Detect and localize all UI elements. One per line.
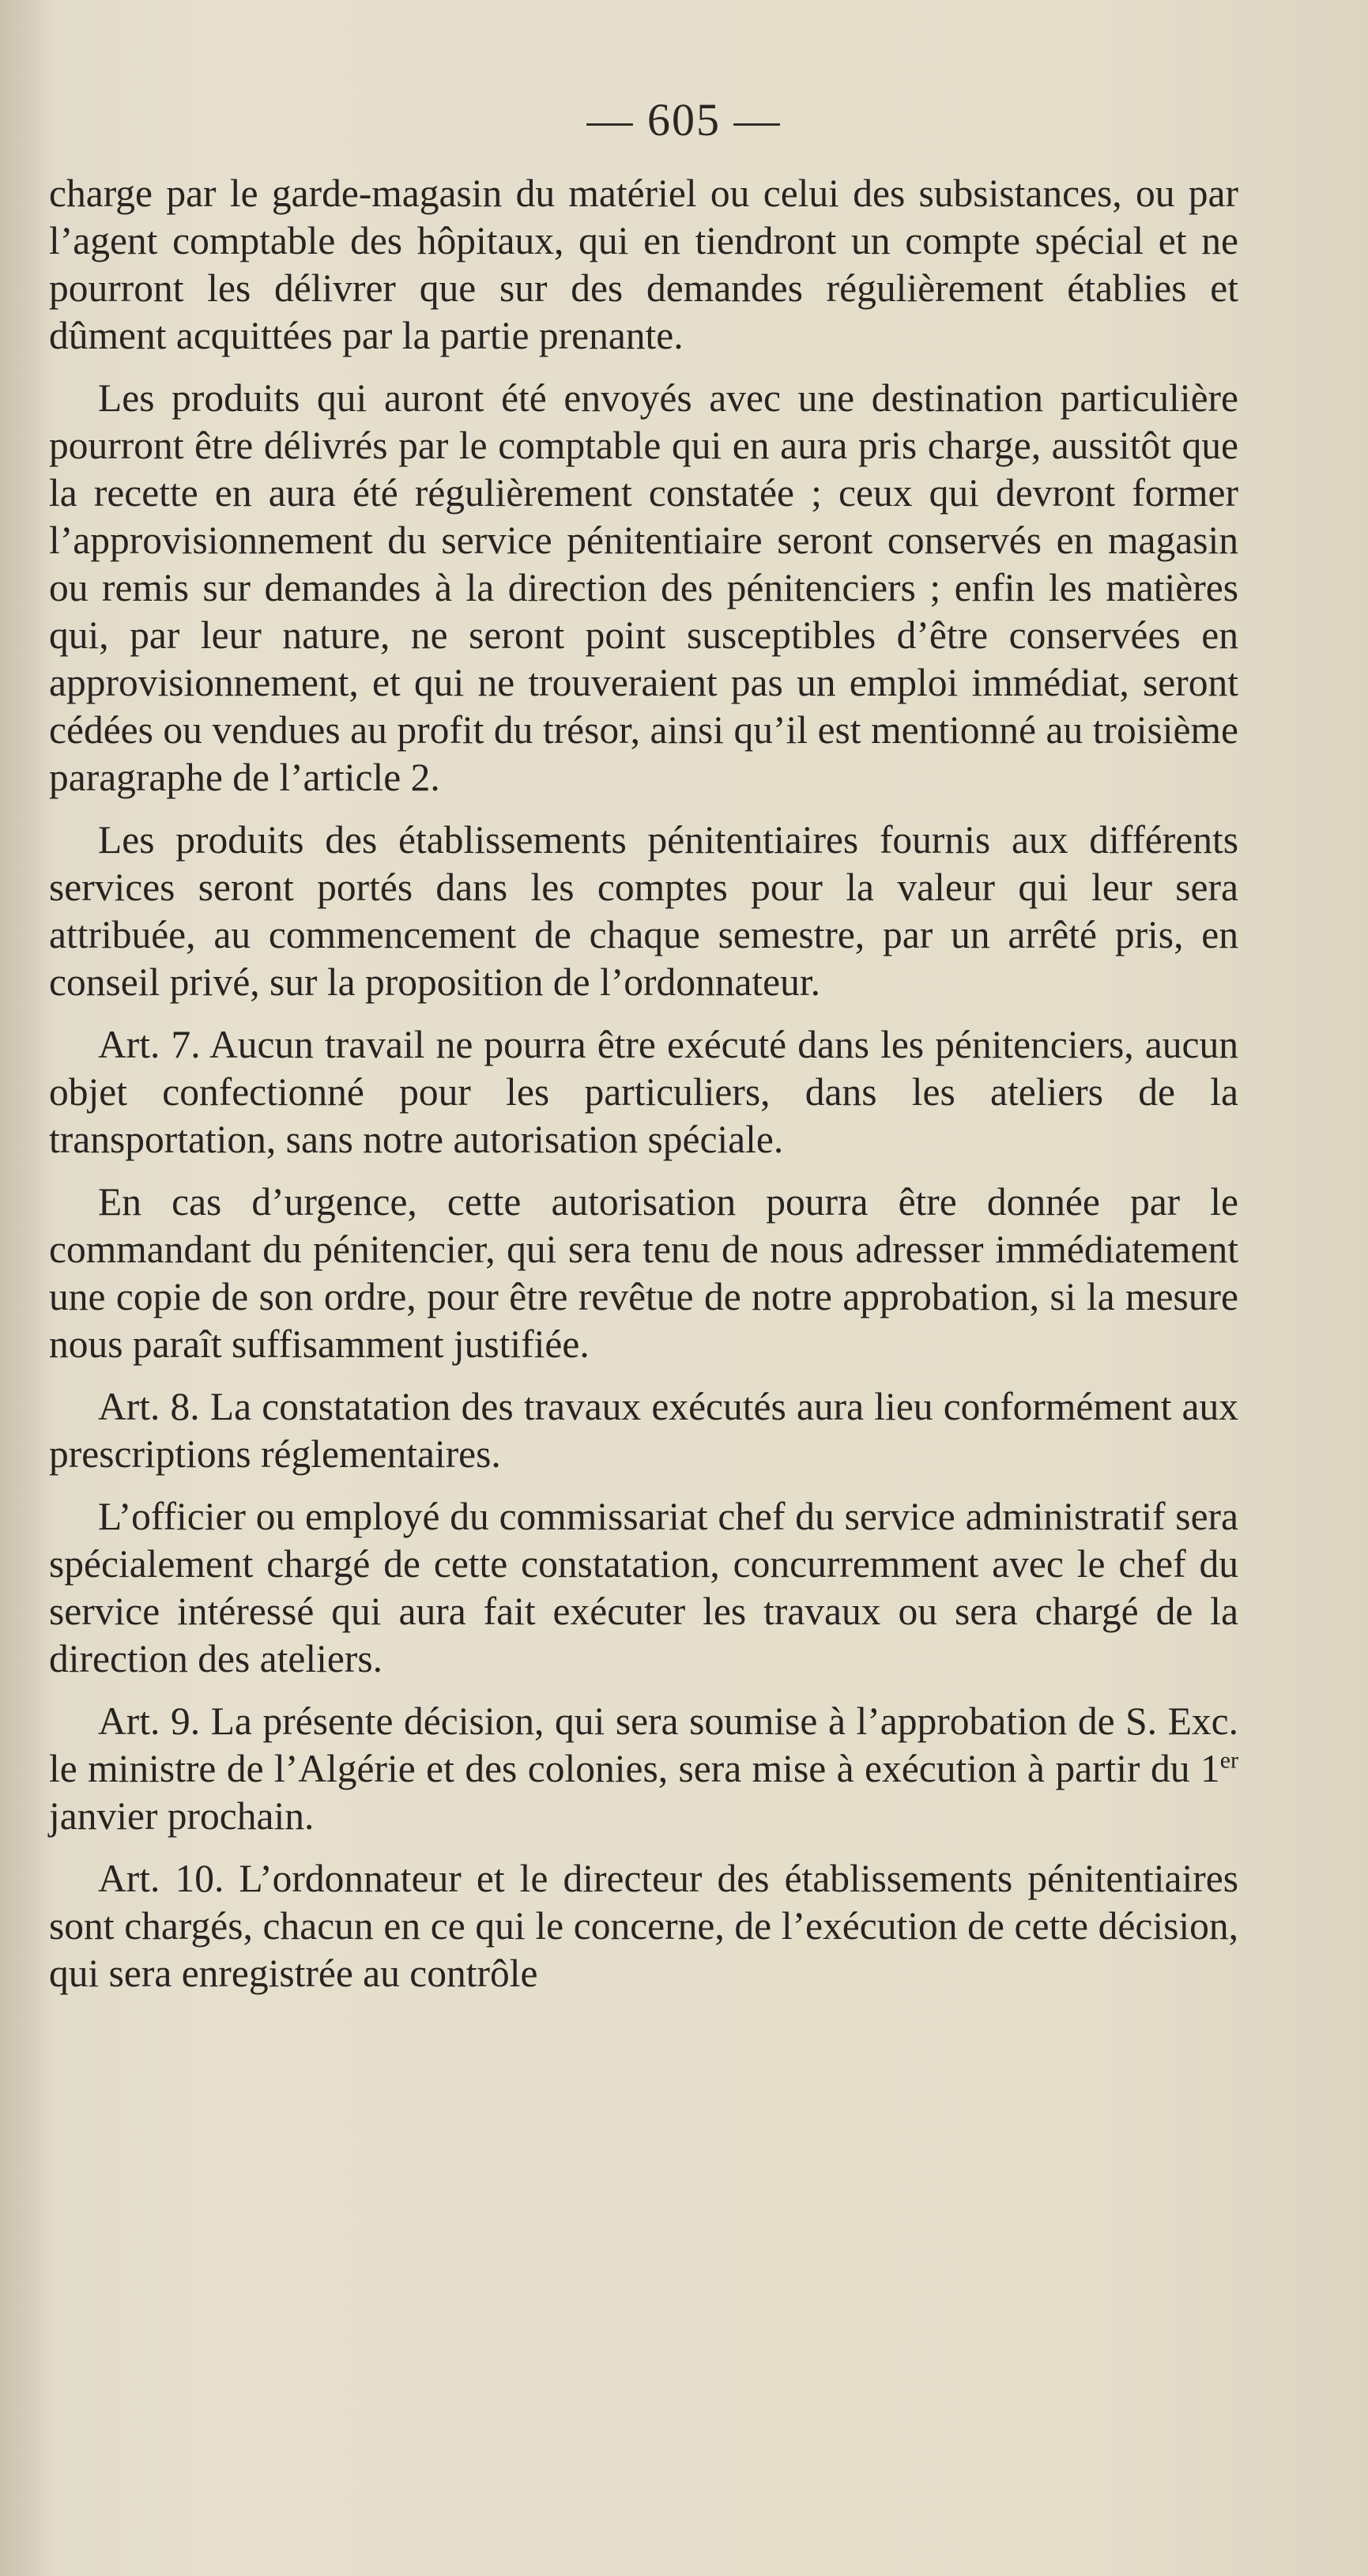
paragraph-products-valuation: Les produits des établissements pénitentiaires fournis aux différents services seront portés dans les comptes pour la valeur qui leur sera attribuée, au commencement de chaque semestre, par un arrêté pris, en conseil privé, sur la proposition de l’ordonnateur. [49,818,1238,1004]
article-9 [49,1698,1238,1840]
article-8: Art. 8. La constatation des travaux exécutés aura lieu conformément aux prescriptions réglementaires. [49,1385,1238,1476]
article-9-end: janvier prochain. [49,1794,315,1838]
paragraph-continuation: charge par le garde-magasin du matériel ou celui des subsistances, ou par l’agent comptable des hôpitaux, qui en tiendront un compte spécial et ne pourront les délivrer que sur des demandes régulièrement établies et dûment acquittées par la partie prenante. [49,172,1238,357]
paragraph-products-delivery: Les produits qui auront été envoyés avec une destination particulière pourront être délivrés par le comptable qui en aura pris charge, aussitôt que la recette en aura été régulièrement constatée ; ceux qui devront former l’approvisionnement du service pénitentiaire seront conservés en magasin ou remis sur demandes à la direction des pénitenciers ; enfin les matières qui, par leur nature, ne seront point susceptibles d’être conservées en approvisionnement, et qui ne trouveraient pas un emploi immédiat, seront cédées ou vendues au profit du trésor, ainsi qu’il est mentionné au troisième paragraphe de l’article 2. [49,376,1238,799]
paragraph-urgency: En cas d’urgence, cette autorisation pourra être donnée par le commandant du pénitencier, qui sera tenu de nous adresser immédiatement une copie de son ordre, pour être revêtue de notre approbation, si la mesure nous paraît suffisamment justifiée. [49,1180,1238,1366]
article-9-text: Art. 9. La présente décision, qui sera soumise à l’approbation de S. Exc. le ministre de l’Algérie et des colonies, sera mise à exécution à partir du 1 [49,1699,1238,1790]
document-body [49,170,1238,1997]
article-10: Art. 10. L’ordonnateur et le directeur des établissements pénitentiaires sont chargés, chacun en ce qui le concerne, de l’exécution de cette décision, qui sera enregistrée au contrôle [49,1857,1238,1995]
page-number: — 605 — [586,94,782,145]
paragraph-officer-duty: L’officier ou employé du commissariat chef du service administratif sera spécialement chargé de cette constatation, concurremment avec le chef du service intéressé qui aura fait exécuter les travaux ou sera chargé de la direction des ateliers. [49,1495,1238,1680]
ordinal-superscript: er [1219,1747,1238,1774]
article-7: Art. 7. Aucun travail ne pourra être exécuté dans les pénitenciers, aucun objet confectionné pour les particuliers, dans les ateliers de la transportation, sans notre autorisation spéciale. [49,1023,1238,1161]
